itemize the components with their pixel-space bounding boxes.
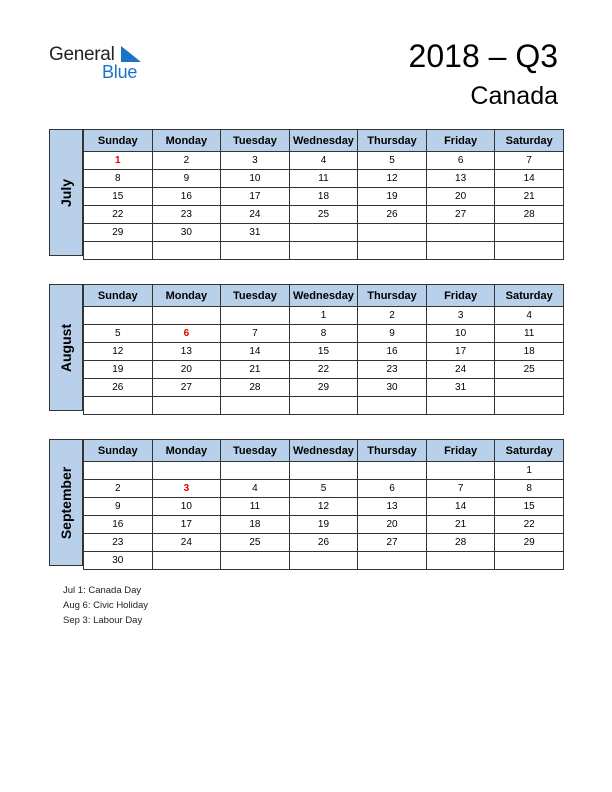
day-cell: 10	[152, 498, 221, 516]
day-cell: 21	[221, 361, 290, 379]
day-cell: 23	[84, 534, 153, 552]
day-cell: 11	[221, 498, 290, 516]
day-cell: 27	[152, 379, 221, 397]
day-cell: 17	[152, 516, 221, 534]
day-cell: 7	[221, 325, 290, 343]
day-cell: 3	[221, 152, 290, 170]
week-row	[84, 242, 564, 260]
empty-day-cell	[84, 307, 153, 325]
day-cell: 26	[84, 379, 153, 397]
day-cell: 17	[221, 188, 290, 206]
weekday-header: Friday	[426, 285, 495, 307]
day-cell: 26	[358, 206, 427, 224]
empty-day-cell	[426, 224, 495, 242]
empty-day-cell	[426, 462, 495, 480]
day-cell: 13	[426, 170, 495, 188]
day-cell: 5	[84, 325, 153, 343]
calendar-grid	[83, 129, 564, 260]
empty-day-cell	[495, 379, 564, 397]
empty-day-cell	[221, 242, 290, 260]
day-cell: 21	[495, 188, 564, 206]
day-cell: 27	[358, 534, 427, 552]
calendar-grid	[83, 439, 564, 570]
empty-day-cell	[84, 462, 153, 480]
day-cell: 6	[426, 152, 495, 170]
day-cell: 10	[221, 170, 290, 188]
empty-day-cell	[358, 462, 427, 480]
day-cell: 2	[84, 480, 153, 498]
empty-day-cell	[152, 552, 221, 570]
weekday-header: Tuesday	[221, 285, 290, 307]
weekday-header: Saturday	[495, 285, 564, 307]
weekday-header: Saturday	[495, 130, 564, 152]
day-cell: 24	[221, 206, 290, 224]
week-row	[84, 325, 564, 343]
empty-day-cell	[358, 397, 427, 415]
day-cell: 26	[289, 534, 358, 552]
day-cell: 31	[221, 224, 290, 242]
week-row	[84, 498, 564, 516]
empty-day-cell	[358, 242, 427, 260]
day-cell: 19	[289, 516, 358, 534]
day-cell: 14	[495, 170, 564, 188]
month-name: August	[58, 323, 74, 372]
empty-day-cell	[152, 462, 221, 480]
day-cell: 4	[495, 307, 564, 325]
day-cell: 23	[358, 361, 427, 379]
logo-flag-icon	[121, 46, 141, 62]
day-cell: 11	[495, 325, 564, 343]
day-cell: 3	[426, 307, 495, 325]
weekday-header-row	[84, 285, 564, 307]
day-cell: 12	[289, 498, 358, 516]
day-cell: 15	[289, 343, 358, 361]
empty-day-cell	[495, 397, 564, 415]
day-cell: 2	[358, 307, 427, 325]
day-cell: 22	[84, 206, 153, 224]
week-row	[84, 361, 564, 379]
week-row	[84, 343, 564, 361]
empty-day-cell	[152, 397, 221, 415]
empty-day-cell	[221, 307, 290, 325]
week-row	[84, 224, 564, 242]
holiday-note: Jul 1: Canada Day	[63, 585, 142, 596]
empty-day-cell	[495, 242, 564, 260]
weekday-header: Saturday	[495, 440, 564, 462]
day-cell: 17	[426, 343, 495, 361]
day-cell: 18	[289, 188, 358, 206]
month-calendar-0	[49, 129, 564, 256]
weekday-header: Thursday	[358, 285, 427, 307]
day-cell: 15	[495, 498, 564, 516]
week-row	[84, 206, 564, 224]
day-cell: 5	[289, 480, 358, 498]
holiday-note: Sep 3: Labour Day	[63, 615, 143, 626]
weekday-header: Wednesday	[289, 285, 358, 307]
holiday-note: Aug 6: Civic Holiday	[63, 600, 149, 611]
day-cell: 30	[84, 552, 153, 570]
day-cell: 7	[495, 152, 564, 170]
empty-day-cell	[289, 224, 358, 242]
weekday-header: Tuesday	[221, 440, 290, 462]
day-cell: 10	[426, 325, 495, 343]
month-name: September	[58, 466, 74, 539]
day-cell: 20	[358, 516, 427, 534]
day-cell: 8	[84, 170, 153, 188]
week-row	[84, 552, 564, 570]
empty-day-cell	[358, 224, 427, 242]
day-cell: 1	[289, 307, 358, 325]
week-row	[84, 307, 564, 325]
weekday-header-row	[84, 440, 564, 462]
day-cell: 25	[289, 206, 358, 224]
page-title: 2018 – Q3	[408, 38, 558, 74]
empty-day-cell	[426, 242, 495, 260]
day-cell: 7	[426, 480, 495, 498]
week-row	[84, 152, 564, 170]
weekday-header: Friday	[426, 130, 495, 152]
empty-day-cell	[221, 397, 290, 415]
day-cell: 16	[358, 343, 427, 361]
empty-day-cell	[358, 552, 427, 570]
empty-day-cell	[289, 462, 358, 480]
empty-day-cell	[152, 307, 221, 325]
day-cell: 6	[152, 325, 221, 343]
day-cell: 18	[221, 516, 290, 534]
week-row	[84, 534, 564, 552]
day-cell: 28	[495, 206, 564, 224]
weekday-header: Wednesday	[289, 130, 358, 152]
week-row	[84, 170, 564, 188]
day-cell: 22	[289, 361, 358, 379]
day-cell: 25	[221, 534, 290, 552]
day-cell: 12	[84, 343, 153, 361]
month-label	[49, 284, 83, 411]
day-cell: 5	[358, 152, 427, 170]
day-cell: 9	[358, 325, 427, 343]
day-cell: 16	[84, 516, 153, 534]
day-cell: 13	[358, 498, 427, 516]
day-cell: 27	[426, 206, 495, 224]
day-cell: 20	[152, 361, 221, 379]
day-cell: 30	[358, 379, 427, 397]
month-calendar-2	[49, 439, 564, 566]
day-cell: 9	[84, 498, 153, 516]
day-cell: 1	[495, 462, 564, 480]
weekday-header-row	[84, 130, 564, 152]
empty-day-cell	[152, 242, 221, 260]
empty-day-cell	[221, 462, 290, 480]
day-cell: 1	[84, 152, 153, 170]
day-cell: 29	[84, 224, 153, 242]
weekday-header: Tuesday	[221, 130, 290, 152]
weekday-header: Sunday	[84, 285, 153, 307]
week-row	[84, 462, 564, 480]
empty-day-cell	[289, 242, 358, 260]
weekday-header: Monday	[152, 285, 221, 307]
day-cell: 19	[358, 188, 427, 206]
day-cell: 22	[495, 516, 564, 534]
day-cell: 3	[152, 480, 221, 498]
weekday-header: Thursday	[358, 130, 427, 152]
day-cell: 15	[84, 188, 153, 206]
week-row	[84, 516, 564, 534]
day-cell: 4	[221, 480, 290, 498]
day-cell: 4	[289, 152, 358, 170]
week-row	[84, 480, 564, 498]
logo-text-general: General	[49, 44, 115, 65]
day-cell: 28	[221, 379, 290, 397]
weekday-header: Monday	[152, 130, 221, 152]
empty-day-cell	[426, 552, 495, 570]
empty-day-cell	[426, 397, 495, 415]
day-cell: 25	[495, 361, 564, 379]
month-calendar-1	[49, 284, 564, 411]
day-cell: 31	[426, 379, 495, 397]
day-cell: 14	[221, 343, 290, 361]
day-cell: 9	[152, 170, 221, 188]
empty-day-cell	[495, 224, 564, 242]
empty-day-cell	[289, 397, 358, 415]
empty-day-cell	[84, 397, 153, 415]
day-cell: 23	[152, 206, 221, 224]
day-cell: 28	[426, 534, 495, 552]
weekday-header: Thursday	[358, 440, 427, 462]
calendar-grid	[83, 284, 564, 415]
day-cell: 12	[358, 170, 427, 188]
day-cell: 29	[495, 534, 564, 552]
logo-text-blue: Blue	[102, 62, 138, 82]
weekday-header: Sunday	[84, 130, 153, 152]
week-row	[84, 379, 564, 397]
day-cell: 21	[426, 516, 495, 534]
day-cell: 14	[426, 498, 495, 516]
day-cell: 16	[152, 188, 221, 206]
weekday-header: Sunday	[84, 440, 153, 462]
day-cell: 13	[152, 343, 221, 361]
empty-day-cell	[495, 552, 564, 570]
day-cell: 8	[289, 325, 358, 343]
month-label	[49, 129, 83, 256]
day-cell: 8	[495, 480, 564, 498]
month-label	[49, 439, 83, 566]
day-cell: 18	[495, 343, 564, 361]
day-cell: 19	[84, 361, 153, 379]
empty-day-cell	[221, 552, 290, 570]
day-cell: 20	[426, 188, 495, 206]
empty-day-cell	[289, 552, 358, 570]
weekday-header: Wednesday	[289, 440, 358, 462]
day-cell: 30	[152, 224, 221, 242]
weekday-header: Friday	[426, 440, 495, 462]
week-row	[84, 397, 564, 415]
empty-day-cell	[84, 242, 153, 260]
day-cell: 11	[289, 170, 358, 188]
day-cell: 2	[152, 152, 221, 170]
weekday-header: Monday	[152, 440, 221, 462]
month-name: July	[58, 178, 74, 207]
logo	[49, 44, 159, 84]
day-cell: 24	[426, 361, 495, 379]
week-row	[84, 188, 564, 206]
day-cell: 29	[289, 379, 358, 397]
holiday-notes	[63, 583, 148, 628]
day-cell: 24	[152, 534, 221, 552]
day-cell: 6	[358, 480, 427, 498]
country-name: Canada	[470, 82, 558, 110]
